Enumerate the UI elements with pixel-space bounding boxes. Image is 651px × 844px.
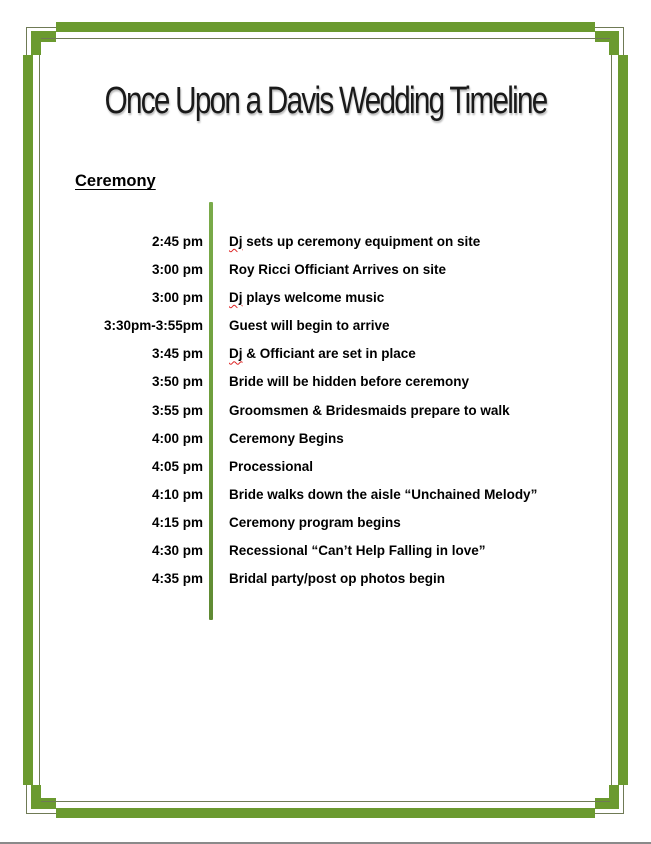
timeline-time: 4:35 pm xyxy=(151,571,203,587)
timeline-row xyxy=(0,316,651,344)
corner-bottom-left-b xyxy=(31,785,41,809)
timeline-row xyxy=(0,288,651,316)
timeline-time: 3:00 pm xyxy=(151,262,203,278)
timeline-row xyxy=(0,260,651,288)
timeline-event: Recessional “Can’t Help Falling in love” xyxy=(229,543,486,559)
outer-line-bottom-right-v xyxy=(623,785,624,813)
timeline-row xyxy=(0,485,651,513)
timeline-event: Groomsmen & Bridesmaids prepare to walk xyxy=(229,402,510,418)
timeline-time: 2:45 pm xyxy=(151,234,203,249)
outer-line-bottom-left-v xyxy=(26,785,27,813)
outer-line-top-left-h xyxy=(26,27,56,28)
timeline-row xyxy=(0,344,651,372)
timeline-time: 4:15 pm xyxy=(151,514,203,530)
outer-line-top-right-v xyxy=(623,27,624,55)
timeline-row xyxy=(0,457,651,485)
timeline-row xyxy=(0,541,651,569)
timeline-event xyxy=(229,288,384,308)
outer-line-top-right-h xyxy=(595,27,624,28)
section-heading-ceremony: Ceremony xyxy=(75,172,156,190)
corner-bottom-right-b xyxy=(609,785,619,809)
timeline-event: Roy Ricci Officiant Arrives on site xyxy=(229,262,447,278)
timeline-event: Ceremony program begins xyxy=(229,514,401,530)
document-title: Once Upon a Davis Wedding Timeline xyxy=(104,80,547,122)
timeline-event: Bride will be hidden before ceremony xyxy=(229,374,470,390)
timeline-event: Guest will begin to arrive xyxy=(229,318,390,334)
outer-line-bottom-right-h xyxy=(595,813,624,814)
timeline-row xyxy=(0,232,651,260)
spellcheck-word: Dj xyxy=(229,234,243,249)
inner-line-bottom xyxy=(41,801,610,802)
timeline-list xyxy=(0,232,651,597)
timeline-event xyxy=(229,344,416,364)
timeline-event: Processional xyxy=(229,458,314,474)
corner-top-left-b xyxy=(31,31,41,55)
timeline-row xyxy=(0,513,651,541)
timeline-event-text: sets up ceremony equipment on site xyxy=(242,234,481,249)
timeline-time: 3:00 pm xyxy=(151,290,203,306)
timeline-time: 4:10 pm xyxy=(151,486,203,502)
timeline-time: 4:00 pm xyxy=(151,430,203,446)
timeline-time: 3:45 pm xyxy=(151,346,203,362)
outer-line-top-left-v xyxy=(26,27,27,55)
timeline-time: 4:05 pm xyxy=(151,458,203,474)
timeline-event-text: plays welcome music xyxy=(242,290,385,306)
timeline-event: Ceremony Begins xyxy=(229,430,344,446)
timeline-time: 4:30 pm xyxy=(151,543,203,559)
timeline-event: Bride walks down the aisle “Unchained Melody” xyxy=(229,486,538,502)
corner-top-right-b xyxy=(609,31,619,55)
border-top-bar xyxy=(56,22,595,32)
timeline-time: 3:55 pm xyxy=(151,402,203,418)
border-bottom-bar xyxy=(56,808,595,818)
timeline-row xyxy=(0,569,651,597)
outer-line-bottom-left-h xyxy=(26,813,56,814)
timeline-time: 3:50 pm xyxy=(151,374,203,390)
timeline-event: Bridal party/post op photos begin xyxy=(229,571,445,587)
timeline-event-text: & Officiant are set in place xyxy=(242,346,416,362)
timeline-event xyxy=(229,232,480,252)
timeline-row xyxy=(0,401,651,429)
spellcheck-word: Dj xyxy=(229,346,243,362)
timeline-time: 3:30pm-3:55pm xyxy=(103,318,203,334)
spellcheck-word: Dj xyxy=(229,290,243,306)
inner-line-top xyxy=(41,38,610,39)
timeline-row xyxy=(0,429,651,457)
timeline-row xyxy=(0,372,651,400)
